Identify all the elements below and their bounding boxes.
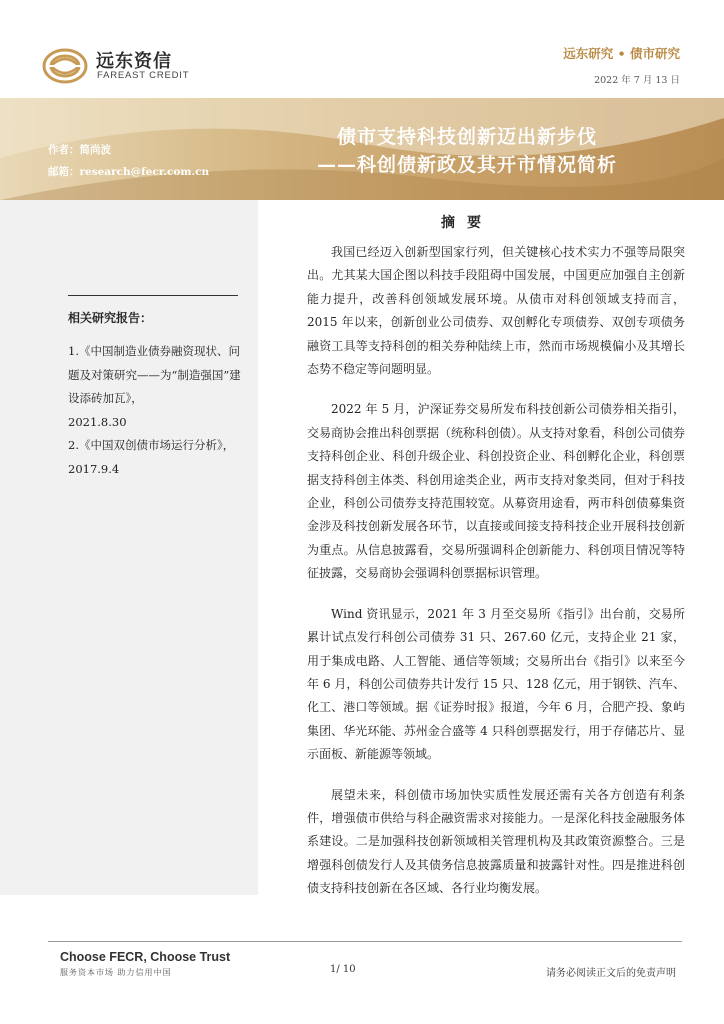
- abstract-paragraph: Wind 资讯显示，2021 年 3 月至交易所《指引》出台前，交易所累计试点发行科创公司债券 31 只、267.60 亿元，支持企业 21 家，用于集成电路、人工智能、通信等领域；交易所出台《指引》以来至今年 6 月，科创公司债券共计发行 15 只、128 亿元，用于钢铁、汽车、化工、港口等领域。据《证券时报》报道，今年 6 月，合肥产投、象屿集团、华光环能、苏州金合盛等 4 只科创票据发行，用于存储芯片、显示面板、新能源等领域。: [307, 606, 685, 762]
- footer-divider: [48, 941, 682, 942]
- sidebar-panel: [0, 200, 258, 895]
- abstract-heading: 摘要: [441, 215, 493, 231]
- related-reports-list: [68, 340, 248, 481]
- report-series: 远东研究 • 债市研究: [563, 46, 680, 61]
- related-report-date: 2021.8.30: [68, 414, 127, 429]
- brand-name-cn: 远东资信: [96, 51, 172, 72]
- fareast-logo-icon: [42, 46, 88, 86]
- page-number: 1/ 10: [330, 964, 356, 975]
- related-report-item: 2.《中国双创债市场运行分析》，: [68, 438, 235, 452]
- footer-disclaimer: 请务必阅读正文后的免责声明: [546, 968, 676, 979]
- abstract-body: [307, 241, 685, 918]
- brand-name-en: FAREAST CREDIT: [97, 70, 190, 81]
- author-info: [48, 139, 209, 183]
- related-reports-heading: 相关研究报告：: [68, 311, 153, 325]
- related-report-item: 1.《中国制造业债券融资现状、问题及对策研究——为“制造强国”建设添砖加瓦》，: [68, 344, 241, 405]
- footer-slogan-en: Choose FECR, Choose Trust: [60, 950, 231, 964]
- abstract-paragraph: 2022 年 5 月，沪深证券交易所发布科技创新公司债券相关指引，交易商协会推出科创票据（统称科创债）。从支持对象看，科创公司债券支持科创企业、科创升级企业、科创投资企业、科创孵化企业，科创票据支持科创主体类、科创用途类企业，两市支持对象类同，但对于科技企业，科创公司债券支持范围较宽。从募资用途看，两市科创债募集资金涉及科技创新发展各环节，以直接或间接支持科技企业开展科技创新为重点。从信息披露看，交易所强调科企创新能力、科创项目情况等特征披露，交易商协会强调科创票据标识管理。: [307, 402, 686, 581]
- author-name: 作者：简尚波: [48, 144, 111, 156]
- sidebar-divider: [68, 295, 238, 296]
- report-date: 2022 年 7 月 13 日: [594, 75, 680, 86]
- abstract-paragraph: 我国已经迈入创新型国家行列，但关键核心技术实力不强等局限突出。尤其某大国企图以科技手段阻碍中国发展，中国更应加强自主创新能力提升，改善科创领域发展环境。从债市对科创领域支持而言，2015 年以来，创新创业公司债券、双创孵化专项债券、双创专项债务融资工具等支持科创的相关券种陆续上市，然而市场规模偏小及其增长态势不稳定等问题明显。: [307, 245, 685, 377]
- footer-slogan-cn: 服务资本市场 助力信用中国: [60, 968, 172, 977]
- abstract-paragraph: 展望未来，科创债市场加快实质性发展还需有关各方创造有利条件，增强债市供给与科企融资需求对接能力。一是深化科技金融服务体系建设。二是加强科技创新领域相关管理机构及其政策资源整合。三是增强科创债发行人及其债务信息披露质量和披露针对性。四是推进科创债支持科技创新在各区域、各行业均衡发展。: [307, 787, 685, 896]
- report-title: 债市支持科技创新迈出新步伐: [336, 126, 597, 148]
- report-subtitle: ——科创债新政及其开市情况简析: [316, 154, 617, 176]
- related-report-date: 2017.9.4: [68, 461, 120, 476]
- author-email: 邮箱：research@fecr.com.cn: [48, 166, 210, 178]
